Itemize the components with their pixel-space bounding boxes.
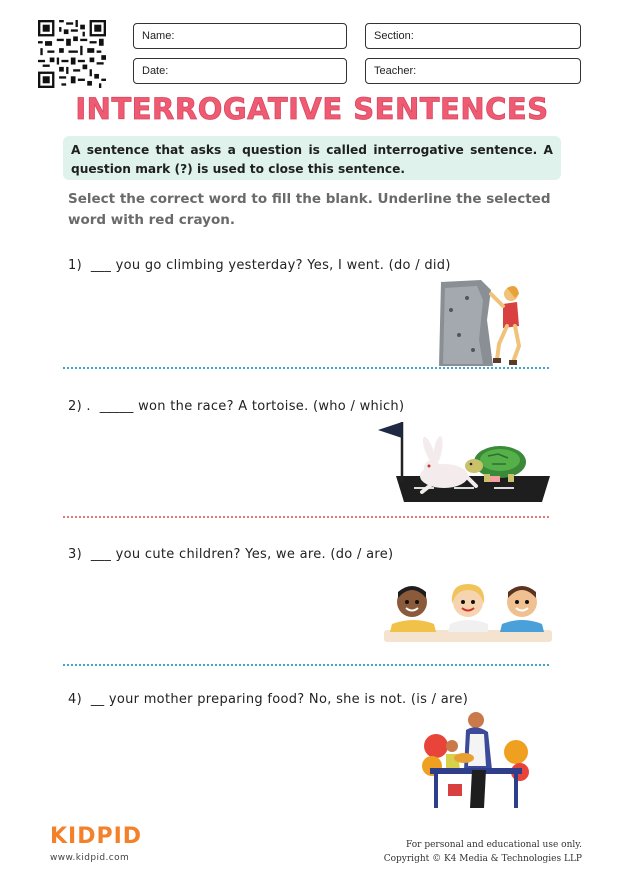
question-1 — [68, 258, 451, 273]
kidpid-logo[interactable]: KIDPID — [50, 824, 143, 849]
question-number: 1) — [68, 258, 82, 273]
question-text[interactable]: ___ you cute children? Yes, we are. (do / are) — [90, 547, 394, 562]
copyright-text: Copyright © K4 Media & Technologies LLP — [383, 854, 582, 864]
separator — [63, 664, 549, 666]
page-title: INTERROGATIVE SENTENCES — [75, 92, 549, 126]
qr-code-icon — [38, 20, 106, 88]
website-url[interactable]: www.kidpid.com — [50, 853, 130, 863]
question-3 — [68, 547, 393, 562]
question-text[interactable]: _____ won the race? A tortoise. (who / which) — [99, 399, 405, 414]
rock-climber-icon — [437, 280, 529, 368]
section-field[interactable]: Section: — [365, 23, 581, 49]
question-2 — [68, 399, 404, 414]
tortoise-hare-race-icon — [374, 416, 550, 504]
definition-box: A sentence that asks a question is called interrogative sentence. A question mark (?) is used to close this sentence. — [63, 136, 561, 180]
children-icon — [384, 580, 552, 646]
question-4 — [68, 692, 468, 707]
name-field[interactable]: Name: — [133, 23, 347, 49]
mother-cooking-icon — [422, 710, 530, 812]
question-number: 2) . — [68, 399, 91, 414]
date-field[interactable]: Date: — [133, 58, 347, 84]
question-text[interactable]: ___ you go climbing yesterday? Yes, I went. (do / did) — [90, 258, 451, 273]
teacher-field[interactable]: Teacher: — [365, 58, 581, 84]
question-number: 4) — [68, 692, 82, 707]
usage-note: For personal and educational use only. — [406, 840, 582, 850]
separator — [63, 367, 549, 369]
question-text[interactable]: __ your mother preparing food? No, she is not. (is / are) — [90, 692, 469, 707]
question-number: 3) — [68, 547, 82, 562]
separator — [63, 516, 549, 518]
instruction-text: Select the correct word to fill the blank. Underline the selected word with red crayon. — [68, 191, 551, 228]
